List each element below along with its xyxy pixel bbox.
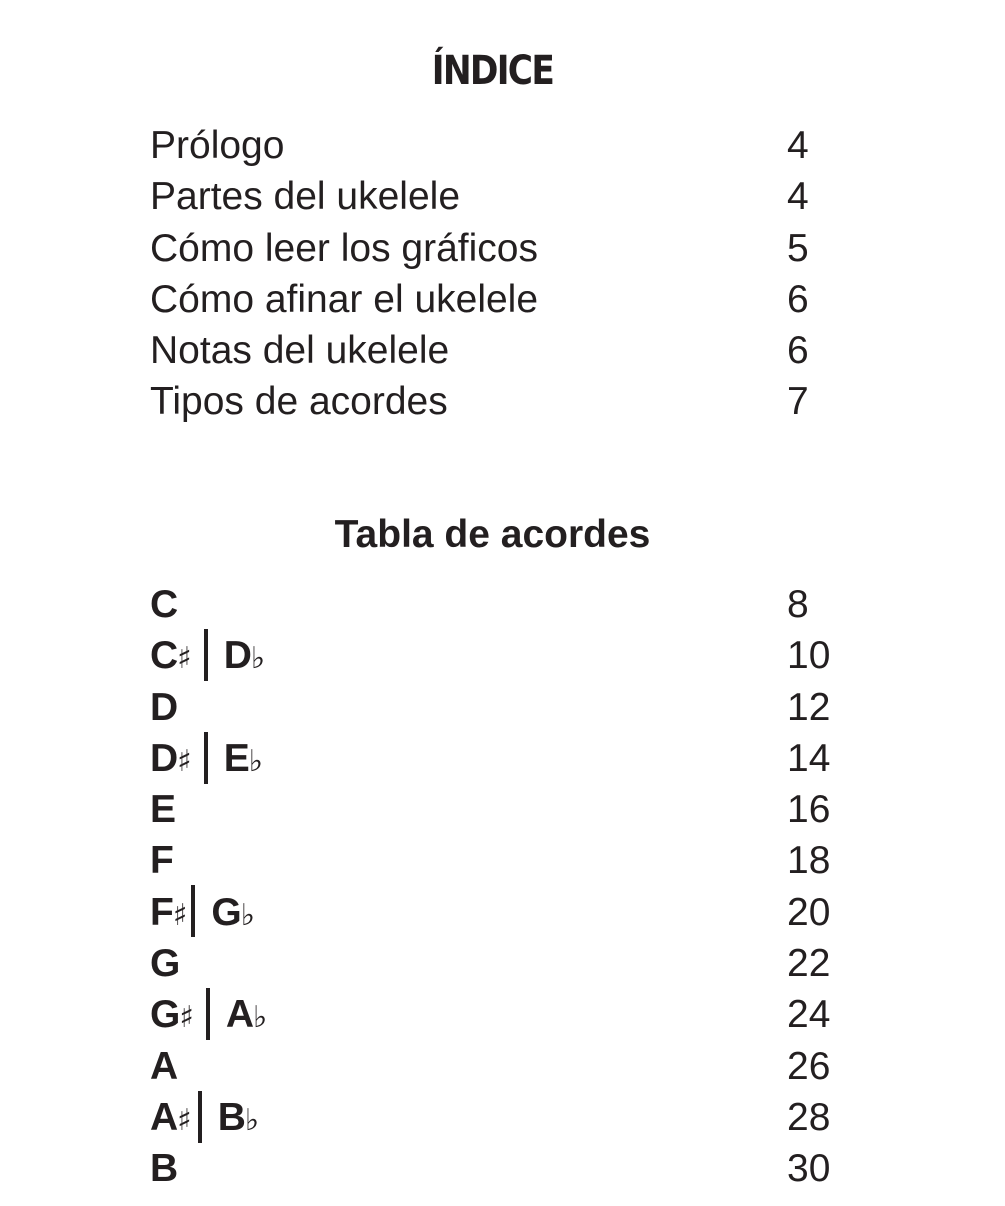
chord-entry-label: [150, 989, 267, 1043]
chord-divider: [204, 732, 208, 784]
chord-name: D♯: [150, 736, 192, 780]
chord-entry[interactable]: [150, 1092, 850, 1143]
chord-entry[interactable]: [150, 1041, 850, 1092]
chord-alt-name: A♭: [225, 993, 268, 1037]
chord-entry-label: [150, 784, 175, 835]
chord-entry-page: 12: [787, 685, 831, 729]
chord-name: F: [150, 839, 173, 883]
toc-entry[interactable]: [150, 376, 850, 427]
chord-entry-page: 8: [787, 583, 809, 626]
intro-toc-list: [150, 120, 850, 428]
toc-entry-label: Partes del ukelele: [150, 175, 461, 219]
toc-entry-label: Cómo leer los gráficos: [150, 226, 538, 270]
chord-entry[interactable]: [150, 733, 850, 784]
toc-entry-page: 5: [787, 226, 809, 270]
chord-name: G: [150, 942, 180, 986]
chord-name: F♯: [150, 890, 188, 934]
chord-entry-page: 22: [787, 942, 831, 986]
chord-name: G♯: [150, 993, 194, 1037]
chord-alt-name: D♭: [223, 634, 266, 678]
toc-entry[interactable]: [150, 325, 850, 376]
chord-entry-page: 18: [787, 839, 831, 883]
chord-entry-page: 20: [787, 890, 831, 934]
chord-divider: [198, 1091, 202, 1143]
chord-name: E: [150, 788, 176, 832]
chord-entry-page: 14: [787, 736, 831, 780]
chord-entry-page: 24: [787, 993, 831, 1037]
chord-toc-list: [150, 579, 850, 1195]
chord-divider: [204, 629, 208, 681]
chord-alt-name: B♭: [217, 1095, 260, 1139]
chord-entry-label: [150, 887, 255, 941]
chord-entry-label: [150, 579, 177, 630]
chord-entry-label: [150, 682, 177, 733]
chord-alt-name: G♭: [211, 890, 255, 934]
toc-entry-label: Notas del ukelele: [150, 329, 450, 373]
toc-entry[interactable]: [150, 171, 850, 222]
chord-entry[interactable]: [150, 682, 850, 733]
chord-name: C: [150, 583, 178, 626]
chord-name: A: [150, 1044, 178, 1088]
page-title: ÍNDICE: [431, 47, 554, 94]
toc-entry-page: 4: [787, 124, 809, 167]
chord-section-heading: Tabla de acordes: [334, 513, 651, 557]
chord-name: C♯: [150, 634, 192, 678]
toc-entry-label: Prólogo: [150, 124, 285, 167]
chord-entry[interactable]: [150, 989, 850, 1040]
chord-entry-label: [150, 1041, 177, 1092]
chord-entry-label: [150, 630, 265, 684]
toc-entry-page: 6: [787, 329, 809, 373]
toc-entry[interactable]: [150, 120, 850, 171]
chord-alt-name: E♭: [223, 736, 263, 780]
chord-entry-page: 28: [787, 1095, 831, 1139]
chord-divider: [206, 988, 210, 1040]
chord-entry[interactable]: [150, 579, 850, 630]
toc-entry-page: 4: [787, 175, 809, 219]
chord-entry[interactable]: [150, 784, 850, 835]
chord-entry-label: [150, 733, 263, 787]
chord-entry-page: 10: [787, 634, 831, 678]
chord-entry-label: [150, 1143, 177, 1194]
chord-entry[interactable]: [150, 835, 850, 886]
chord-entry[interactable]: [150, 1143, 850, 1194]
chord-entry[interactable]: [150, 887, 850, 938]
chord-divider: [191, 885, 195, 937]
chord-entry-page: 30: [787, 1147, 831, 1191]
chord-name: B: [150, 1147, 178, 1191]
chord-entry-page: 16: [787, 788, 831, 832]
toc-entry-page: 6: [787, 277, 809, 321]
chord-entry[interactable]: [150, 938, 850, 989]
toc-entry-page: 7: [787, 380, 809, 424]
chord-entry[interactable]: [150, 630, 850, 681]
toc-entry-label: Cómo afinar el ukelele: [150, 277, 539, 321]
toc-entry[interactable]: [150, 223, 850, 274]
chord-entry-label: [150, 938, 179, 989]
toc-entry[interactable]: [150, 274, 850, 325]
chord-entry-label: [150, 835, 173, 886]
chord-entry-label: [150, 1092, 259, 1146]
toc-entry-label: Tipos de acordes: [150, 380, 448, 424]
chord-name: D: [150, 685, 178, 729]
chord-name: A♯: [150, 1095, 192, 1139]
chord-entry-page: 26: [787, 1044, 831, 1088]
